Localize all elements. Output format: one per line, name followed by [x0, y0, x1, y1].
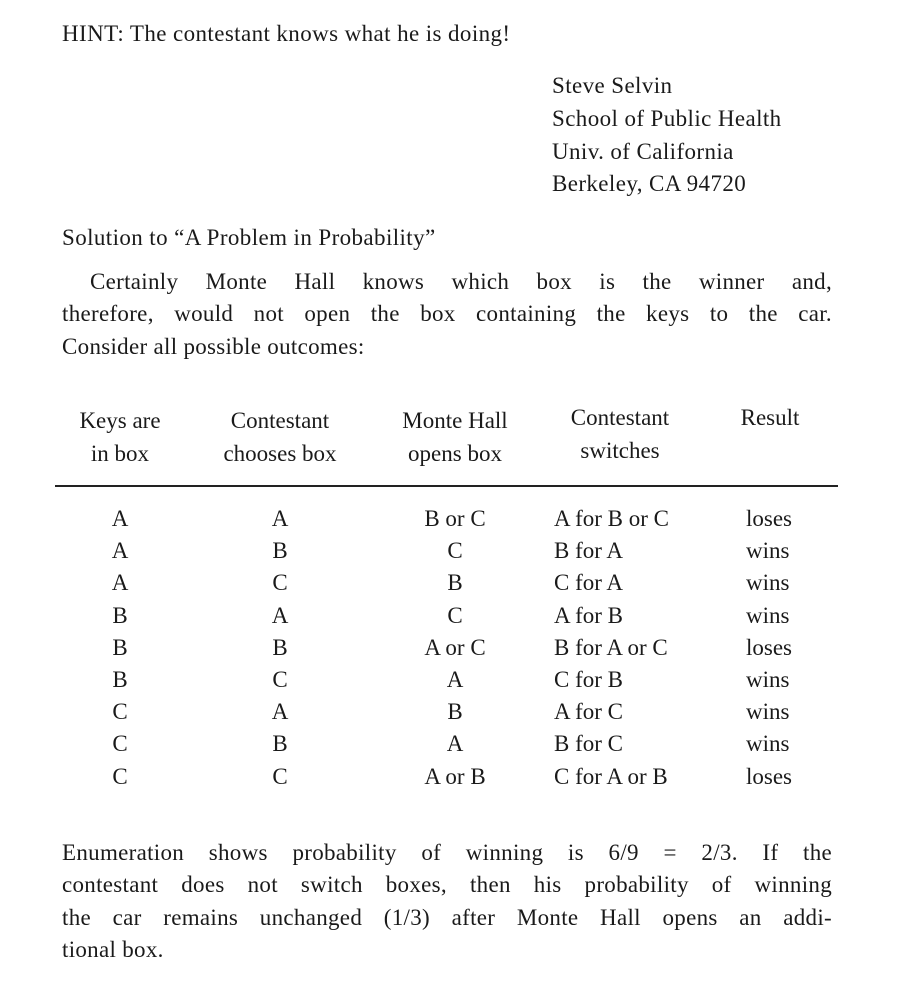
cell-result: loses	[746, 763, 792, 789]
author-city: Berkeley, CA 94720	[552, 171, 747, 196]
paragraph-line: tional box.	[62, 937, 164, 962]
cell-opens: B	[447, 570, 463, 596]
cell-chooses: C	[272, 570, 288, 596]
cell-result: wins	[746, 538, 790, 564]
cell-keys: A	[111, 570, 129, 596]
cell-result: wins	[746, 731, 790, 757]
cell-keys: B	[112, 667, 128, 692]
cell-chooses: C	[272, 763, 288, 789]
cell-keys: A	[111, 506, 129, 531]
author-school: School of Public Health	[552, 106, 782, 131]
cell-switches: A for C	[554, 699, 623, 725]
cell-opens: C	[447, 602, 463, 628]
cell-chooses: C	[272, 667, 288, 692]
cell-keys: C	[112, 763, 128, 789]
paragraph-line: Certainly Monte Hall knows which box is the winner and,	[90, 269, 832, 294]
cell-switches: A for B	[554, 602, 623, 628]
cell-result: loses	[746, 506, 792, 531]
cell-switches: C for A or B	[554, 763, 668, 789]
author-name: Steve Selvin	[552, 73, 673, 98]
author-university: Univ. of California	[552, 139, 734, 164]
cell-opens: B	[447, 699, 463, 725]
cell-chooses: A	[271, 506, 289, 531]
cell-result: wins	[746, 602, 790, 628]
cell-switches: A for B or C	[554, 506, 669, 531]
cell-opens: C	[447, 538, 463, 564]
cell-keys: A	[111, 538, 129, 564]
cell-switches: B for C	[554, 731, 623, 757]
paragraph-line: Enumeration shows probability of winning is 6/9 = 2/3. If the	[62, 840, 832, 865]
cell-opens: B or C	[424, 506, 486, 531]
paragraph-line: the car remains unchanged (1/3) after Monte Hall opens an addi-	[62, 905, 832, 930]
paragraph-line: contestant does not switch boxes, then his probability of winning	[62, 872, 832, 897]
cell-keys: B	[112, 634, 128, 660]
header-switches-line2: switches	[580, 438, 660, 463]
cell-chooses: B	[272, 731, 288, 757]
cell-chooses: A	[271, 699, 289, 725]
header-chooses-line2: chooses box	[223, 441, 337, 466]
cell-opens: A or B	[424, 763, 486, 789]
cell-chooses: B	[272, 634, 288, 660]
header-keys-line2: in box	[90, 441, 150, 466]
table-rule	[55, 485, 838, 487]
header-opens-line2: opens box	[408, 441, 502, 466]
paragraph-line: therefore, would not open the box containing the keys to the car.	[62, 301, 832, 326]
cell-switches: B for A or C	[554, 634, 668, 660]
cell-result: wins	[746, 699, 790, 725]
cell-opens: A	[446, 667, 464, 692]
header-opens-line1: Monte Hall	[402, 408, 508, 433]
cell-switches: B for A	[554, 538, 623, 564]
header-keys-line1: Keys are	[79, 408, 161, 433]
header-switches-line1: Contestant	[570, 405, 670, 430]
cell-switches: C for A	[554, 570, 623, 596]
cell-chooses: A	[271, 602, 289, 628]
cell-keys: B	[112, 602, 128, 628]
cell-result: loses	[746, 634, 792, 660]
solution-heading: Solution to “A Problem in Probability”	[62, 225, 436, 250]
cell-chooses: B	[272, 538, 288, 564]
header-chooses-line1: Contestant	[230, 408, 330, 433]
paragraph-line: Consider all possible outcomes:	[62, 334, 365, 359]
cell-result: wins	[746, 570, 790, 596]
hint-text: HINT: The contestant knows what he is doing!	[62, 21, 511, 46]
cell-switches: C for B	[554, 667, 623, 692]
cell-result: wins	[746, 667, 790, 692]
cell-opens: A	[446, 731, 464, 757]
cell-keys: C	[112, 731, 128, 757]
cell-keys: C	[112, 699, 128, 725]
header-result: Result	[740, 405, 800, 430]
cell-opens: A or C	[424, 634, 486, 660]
